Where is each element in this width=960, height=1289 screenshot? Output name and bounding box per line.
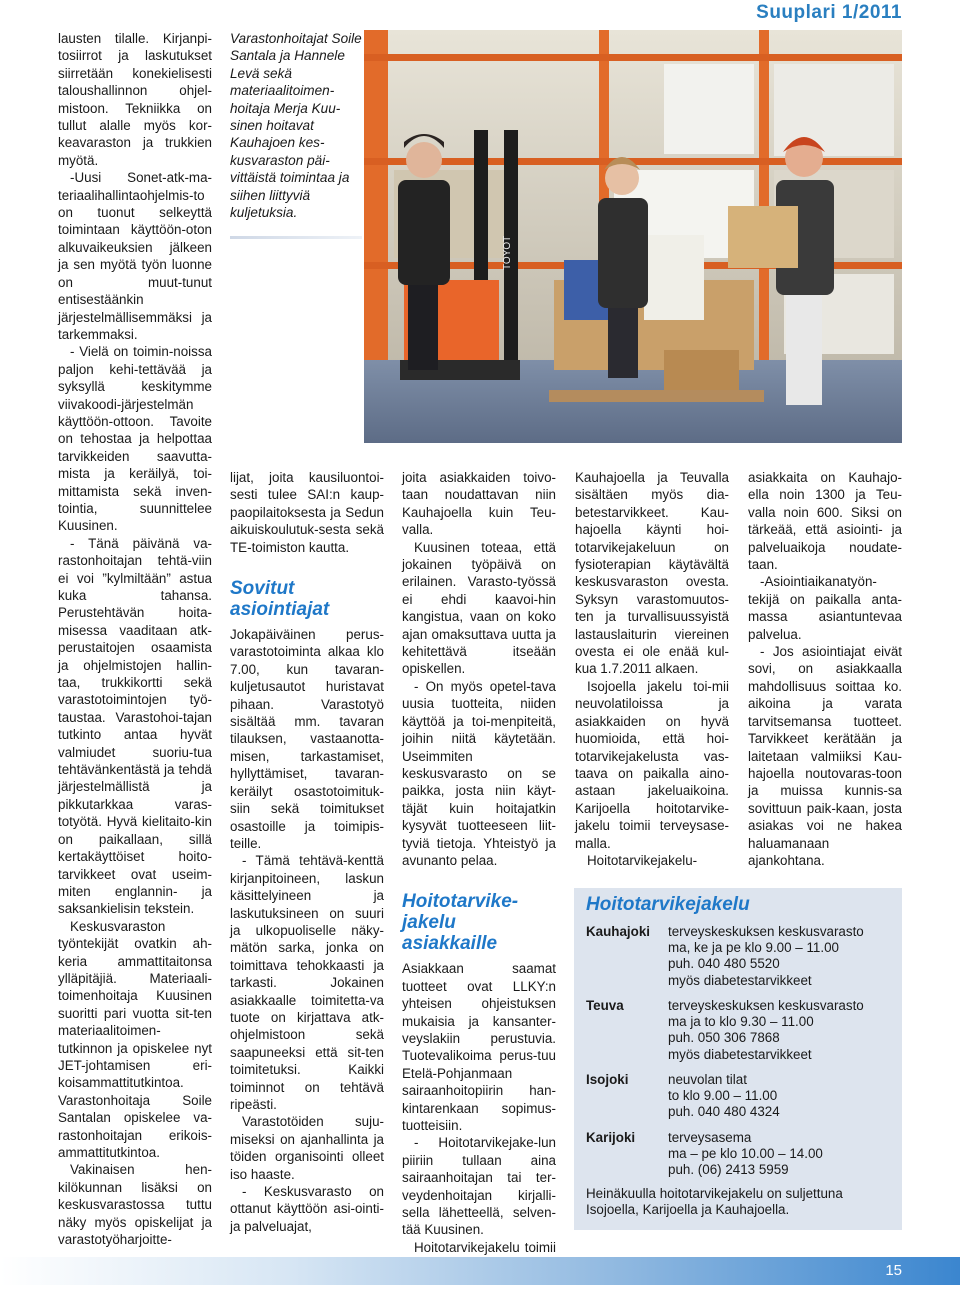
location-line: puh. 050 306 7868 <box>668 1030 780 1046</box>
location-line: to klo 9.00 – 11.00 <box>668 1088 778 1104</box>
paragraph: Kauhajoella ja Teuvalla sisältäen myös dia-betestarvikkeet. Kau-hajoella käynti hoi-totarvikejakeluun on fysioterapian käytävältä keskusvaraston ovesta. Syksyn varastomuutos-ten ja turvallisuussyistä lastauslaiturin viereinen ovesta ei ole enää kul-kua 1.7.2011 alkaen. <box>575 470 729 677</box>
paragraph: - On myös opetel-tava uusia tuotteita, niiden käyttöä ja toi-menpiteitä, joihin niitä käytetään. Useimmiten keskusvarasto on se paikka, josta niin käyt-täjät kuin hoitajatkin kysyvät tuotteeseen liit-tyviä tietoja. Yhteistyö ja avunanto pelaa. <box>402 678 556 868</box>
location-name: Kauhajoki <box>586 924 650 939</box>
paragraph: - Hoitotarvikejake-lun piiriin tullaan aina sairaanhoitajan tai ter-veydenhoitajan kirjalli-sella lähetteellä, selven-tää Kuusinen. <box>402 1135 556 1238</box>
column-5 <box>748 469 902 869</box>
photo-caption: Varastonhoitajat Soile Santala ja Hannele Levä sekä materiaalitoimen-hoitaja Merja Kuu-sinen hoitavat Kauhajoen kes-kusvaraston päi-vittäistä toimintaa ja siihen liittyviä kuljetuksia. <box>230 31 362 221</box>
paragraph: -Asiointiaikanatyön-tekijä on paikalla anta-massa asiantuntevaa palvelua. <box>748 574 902 642</box>
location-details <box>668 1130 893 1179</box>
box-title: Hoitotarvikejakelu <box>586 894 750 915</box>
location-details <box>668 1072 893 1121</box>
location-line: terveyskeskuksen keskusvarasto <box>668 998 864 1013</box>
column-1 <box>58 30 212 1248</box>
paragraph: Varastotöiden suju-miseksi on ajanhallinta ja töiden organisointi olleet iso haaste. <box>230 1114 384 1182</box>
paragraph: Keskusvaraston työntekijät ovatkin ah-keria ammattitaitonsa ylläpitäjiä. Materiaali-toimenhoitaja Kuusinen suoritti pari vuotta sit-ten materiaalitoimen-tutkinnon ja opiskelee nyt JET-johtamisen eri-koisammattitutkintoa. Varastonhoitaja Soile Santalan opiskelee va-rastonhoitajan erikois-ammattitutkintoa. <box>58 918 212 1160</box>
service-hours-box <box>574 888 902 1230</box>
location-line: myös diabetestarvikkeet <box>668 972 812 988</box>
paragraph: lijat, joita kausiluontoi-sesti tulee SAI:n kaup-paopilaitoksesta ja Sedun aikuiskoulutuk-sesta sekä TE-toimiston kautta. <box>230 470 384 555</box>
location-line: puh. 040 480 5520 <box>668 956 780 972</box>
warehouse-photo <box>364 30 902 443</box>
caption-divider <box>230 236 362 239</box>
location-details <box>668 924 893 989</box>
paragraph: - Tänä päivänä va-rastonhoitajan tehtä-viin ei voi ”kylmiltään” astua kuka tahansa. Perustehtävän hoita-misessa vaaditaan atk-perustaitojen osaamista ja ohjelmistojen hallin-taa, trukkikortti sekä varastotoimintojen työ-taustaa. Varastohoi-tajan tutkinto antaa hyvät valmiudet suoriu-tua tehtävänkentästä ja tehdä järjestelmällistä ja pikkutarkkaa varas-totyötä. Hyvä kielitaito-kin on paikallaan, sillä kertakäyttöiset hoito-tarvikkeet ovat useim-miten englannin- ja saksankielisin tekstein. <box>58 535 212 917</box>
location-name: Karijoki <box>586 1130 636 1145</box>
location-name: Teuva <box>586 998 624 1013</box>
location-line: ma – pe klo 10.00 – 14.00 <box>668 1146 823 1162</box>
location-line: puh. (06) 2413 5959 <box>668 1162 789 1178</box>
location-name: Isojoki <box>586 1072 629 1087</box>
paragraph: - Jos asiointiajat eivät sovi, on asiakkaalla mahdollisuus soittaa ko. aikoina ja varata tarvitsemansa tuotteet. Tarvikkeet kerätään ja laitetaan valmiiksi Kau-hajoella noutovaras-toon ja muissa kunnis-sa sovittuun paik-kaan, josta asiakas voi ne hakea haluamanaan ajankohtana. <box>748 644 902 868</box>
column-2 <box>230 469 384 1235</box>
location-details <box>668 998 893 1063</box>
paragraph: Vakinaisen hen-kilökunnan lisäksi on keskusvarastossa tuttu näky myös opiskelijat ja varastotyöharjoitte- <box>58 1162 212 1248</box>
paragraph: - Tämä tehtävä-kenttä kirjanpitoineen, laskun käsittelyineen ja laskutuksineen on suuri ja ulkopuoliselle näky-mätön sarka, jonka on toimittava tehokkaasti ja tarkasti. Jokainen asiakkaalle toimitetta-va tuote on kirjattava atk-ohjelmistoon sekä saapuneeksi että sit-ten toimitetuksi. Kaikki toiminnot on tehtävä ripeästi. <box>230 853 384 1112</box>
forklift-brand-label: TOYOT <box>502 235 513 270</box>
location-line: terveyskeskuksen keskusvarasto <box>668 924 864 939</box>
paragraph: Jokapäiväinen perus-varastotoiminta alkaa klo 7.00, kun tavaran-kuljetusautot huristavat pihaan. Varastotyö sisältää mm. tavaran tilauksen, vastaanotta-misen, tarkastamiset, hyllyttämiset, tavaran-keräilyt osastotoimituk-siin sekä toimitukset osastoille ja toimipis-teille. <box>230 627 384 851</box>
box-footnote: Heinäkuulla hoitotarvikejakelu on suljettuna Isojoella, Karijoella ja Kauhajoella. <box>586 1186 843 1218</box>
location-line: myös diabetestarvikkeet <box>668 1046 812 1062</box>
paragraph: Asiakkaan saamat tuotteet ovat LLKY:n yhteisen ohjeistuksen mukaisia ja kansanter-veyslakiin perustuvia. Tuotevalikoima perus-tuu Etelä-Pohjanmaan sairaanhoitopiirin han-kintarenkaan sopimus-tuotteisiin. <box>402 961 556 1133</box>
paragraph: lausten tilalle. Kirjanpi-tosiirrot ja laskutukset siirretään konekielisesti taloushallinnon ohjel-mistoon. Tekniikka on tullut alalle myös kor-keavaraston ja trukkien myötä. <box>58 31 212 168</box>
magazine-header: Suuplari 1/2011 <box>756 2 902 23</box>
paragraph: Hoitotarvikejakelu- <box>587 852 698 868</box>
paragraph: - Vielä on toimin-noissa paljon kehi-tettävää ja syksyllä keskitymme viivakoodi-järjestelmän käyttöön-ottoon. Tavoite on tehostaa ja helpottaa tarvikkeiden saavutta-mista ja keräilyä, toi-mittamista sekä inven-tointia, suunnittelee Kuusinen. <box>58 344 212 534</box>
page-number: 15 <box>885 1262 902 1279</box>
paragraph: Hoitotarvikejakelu toimii <box>414 1239 556 1255</box>
paragraph: asiakkaita on Kauhajo-ella noin 1300 ja Teu-valla noin 600. Siksi on tärkeää, että asiointi- ja palveluaikoja noudate-taan. <box>748 470 902 573</box>
paragraph: Isojoella jakelu toi-mii neuvolatiloissa ja asiakkaiden on hyvä huomioida, että hoi-totarvikejakelusta vas-taava on paikalla aino-astaan jakeluaikoina. Karijoella hoitotarvike-jakelu toimii terveysase-malla. <box>575 678 729 851</box>
paragraph: - Keskusvarasto on ottanut käyttöön asi-ointi- ja palveluajat, <box>230 1184 384 1234</box>
column-3 <box>402 469 556 1274</box>
location-line: ma, ke ja pe klo 9.00 – 11.00 <box>668 940 839 956</box>
location-line: puh. 040 480 4324 <box>668 1104 780 1120</box>
location-line: terveysasema <box>668 1130 752 1145</box>
location-line: neuvolan tilat <box>668 1072 747 1087</box>
footer-bar <box>0 1257 960 1285</box>
location-line: ma ja to klo 9.30 – 11.00 <box>668 1014 814 1030</box>
paragraph: joita asiakkaiden toivo-taan noudattavan niin Kauhajoella kuin Teu-valla. <box>402 470 556 538</box>
warehouse-photo-illustration <box>364 30 902 443</box>
section-heading: Sovitut asiointiajat <box>230 578 330 621</box>
paragraph: Kuusinen toteaa, että jokainen työpäivä on erilainen. Varasto-työssä ei ehdi kaavoi-hin kangistua, vaan on koko ajan omaksuttava uutta ja kehitettävä itseään opiskellen. <box>402 539 556 677</box>
section-heading: Hoitotarvike-jakelu asiakkaille <box>402 891 519 955</box>
paragraph: -Uusi Sonet-atk-ma-teriaalihallintaohjelmis-to on tuonut selkeyttä toimintaan käyttöön-oton alkuvaikeuksien jälkeen ja sen myötä työn luonne on muut-tunut entisestäänkin järjestelmällisemmäksi ja tarkemmaksi. <box>58 170 212 342</box>
column-4 <box>575 469 729 869</box>
